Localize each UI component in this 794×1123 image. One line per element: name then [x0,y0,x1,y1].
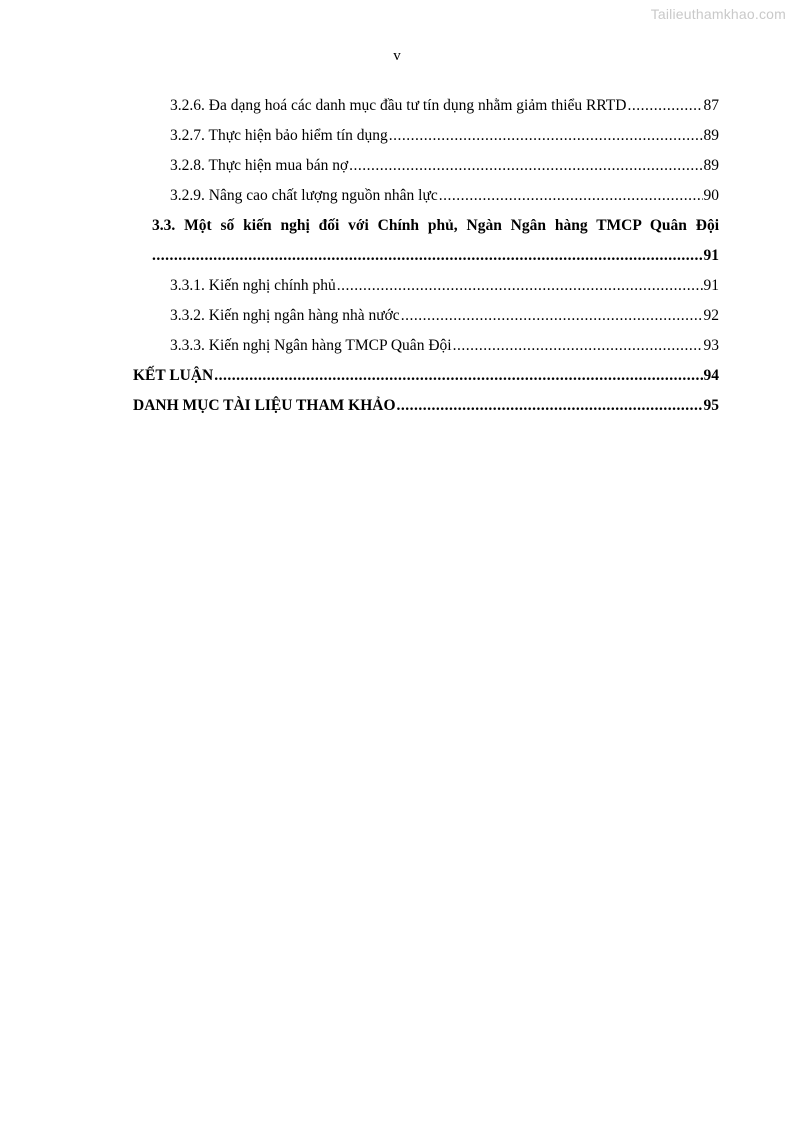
toc-entry-page: 90 [703,187,719,204]
toc-leader-dots [214,366,702,386]
toc-entry-title: 3.3.1. Kiến nghị chính phủ [170,277,336,294]
toc-entry-page: 92 [703,307,719,324]
toc-section-3-3-heading[interactable] [133,216,719,246]
toc-entry-title: 3.3.2. Kiến nghị ngân hàng nhà nước [170,307,400,324]
toc-entry-title: DANH MỤC TÀI LIỆU THAM KHẢO [133,397,396,414]
toc-entry-3-2-6[interactable] [133,96,719,126]
watermark: Tailieuthamkhao.com [650,6,786,22]
toc-entry-page: 94 [703,367,719,384]
toc-entry-title: KẾT LUẬN [133,367,214,384]
toc-entry-3-3-1[interactable] [133,276,719,306]
toc-leader-dots [397,396,703,416]
toc-leader-dots [349,156,702,176]
toc-section-3-3-leader[interactable] [133,246,719,276]
toc-entry-page: 87 [703,97,719,114]
toc-entry-title: 3.2.9. Nâng cao chất lượng nguồn nhân lực [170,187,438,204]
toc-entry-3-3-3[interactable] [133,336,719,366]
toc-entry-title: 3.3.3. Kiến nghị Ngân hàng TMCP Quân Đội [170,337,452,354]
toc-entry-title: 3.2.6. Đa dạng hoá các danh mục đầu tư tín dụng nhằm giảm thiểu RRTD [170,97,627,114]
toc-entry-ket-luan[interactable] [133,366,719,396]
toc-entry-page: 93 [703,337,719,354]
toc-section-title: 3.3. Một số kiến nghị đối với Chính phủ, Ngàn Ngân hàng TMCP Quân Đội [152,217,719,234]
toc-entry-3-3-2[interactable] [133,306,719,336]
toc-section-page: 91 [703,247,719,264]
toc-entry-page: 89 [703,127,719,144]
page-number: v [393,48,401,64]
toc-leader-dots [453,336,703,356]
toc-entry-page: 95 [703,397,719,414]
toc-leader-dots [152,246,703,266]
table-of-contents [133,96,719,426]
toc-entry-title: 3.2.8. Thực hiện mua bán nợ [170,157,349,174]
toc-leader-dots [439,186,703,206]
toc-entry-title: 3.2.7. Thực hiện bảo hiểm tín dụng [170,127,388,144]
toc-leader-dots [389,126,703,146]
toc-leader-dots [337,276,703,296]
toc-entry-3-2-7[interactable] [133,126,719,156]
toc-entry-references[interactable] [133,396,719,426]
toc-entry-page: 89 [703,157,719,174]
toc-entry-3-2-9[interactable] [133,186,719,216]
toc-entry-page: 91 [703,277,719,294]
toc-entry-3-2-8[interactable] [133,156,719,186]
toc-leader-dots [627,96,702,116]
toc-leader-dots [401,306,703,326]
